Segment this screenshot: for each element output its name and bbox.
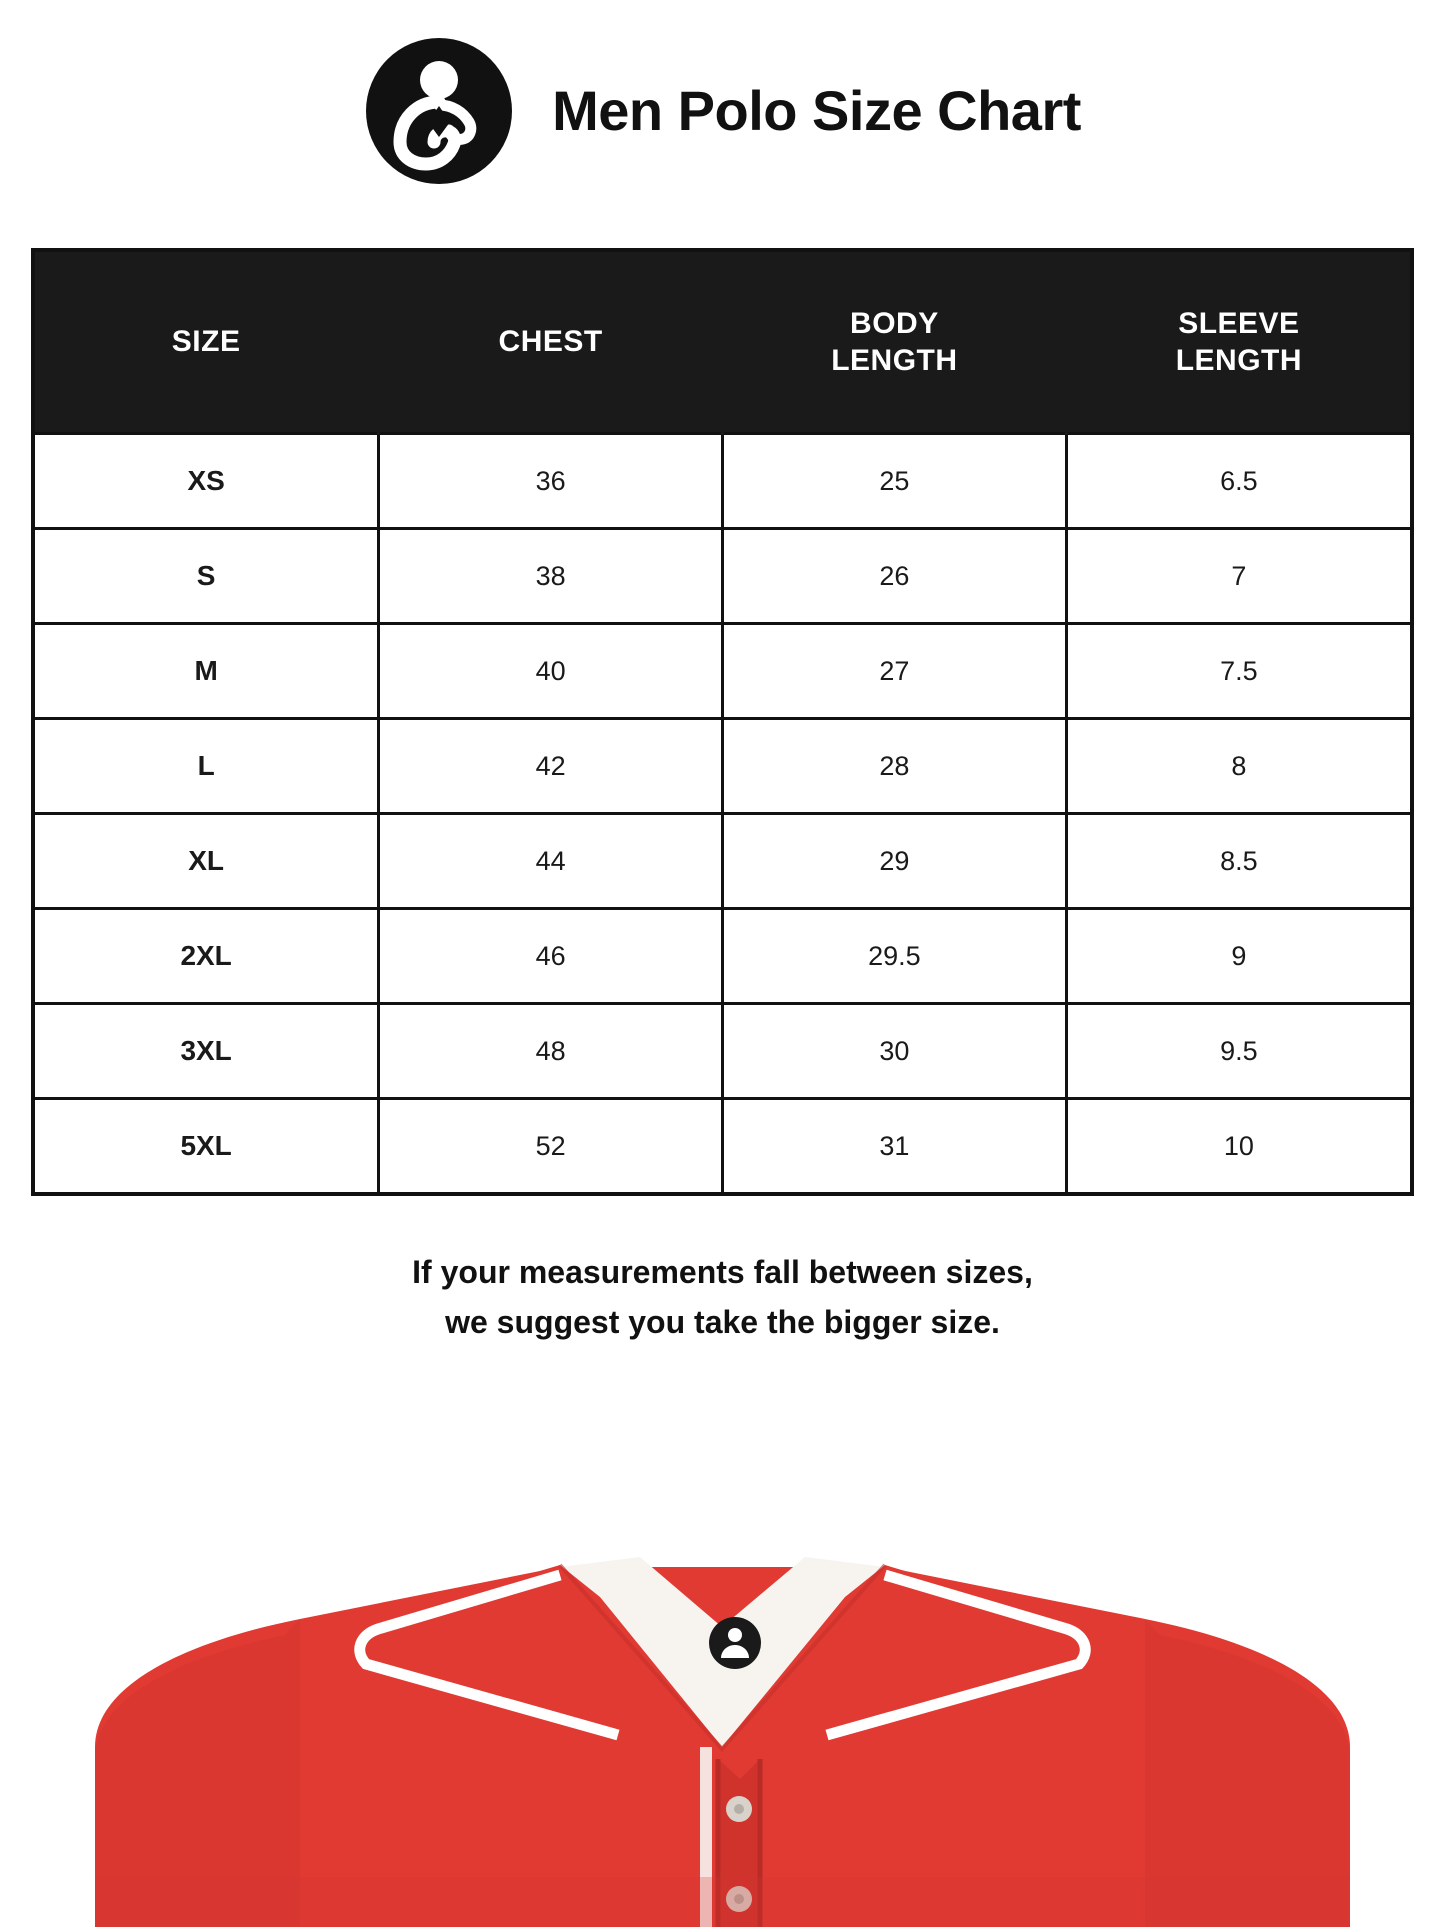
cell-size: 3XL <box>35 1004 379 1099</box>
brand-person-circle-logo-icon <box>364 36 514 186</box>
cell-body-length: 27 <box>723 624 1067 719</box>
cell-sleeve-length: 7 <box>1066 529 1410 624</box>
cell-chest: 44 <box>379 814 723 909</box>
column-header-chest <box>379 252 723 434</box>
cell-body-length: 31 <box>723 1099 1067 1193</box>
column-header-body-length-line2: LENGTH <box>831 344 958 377</box>
cell-size: L <box>35 719 379 814</box>
cell-body-length: 26 <box>723 529 1067 624</box>
table-row <box>35 1004 1410 1099</box>
cell-sleeve-length: 6.5 <box>1066 434 1410 529</box>
table-row <box>35 1099 1410 1193</box>
cell-chest: 46 <box>379 909 723 1004</box>
cell-body-length: 29 <box>723 814 1067 909</box>
table-row <box>35 529 1410 624</box>
column-header-body-length-line1: BODY <box>850 306 939 340</box>
cell-sleeve-length: 7.5 <box>1066 624 1410 719</box>
table-row <box>35 624 1410 719</box>
cell-sleeve-length: 8.5 <box>1066 814 1410 909</box>
cell-size: 2XL <box>35 909 379 1004</box>
cell-sleeve-length: 9.5 <box>1066 1004 1410 1099</box>
column-header-size <box>35 252 379 434</box>
cell-size: S <box>35 529 379 624</box>
column-header-body-length <box>723 252 1067 434</box>
cell-sleeve-length: 8 <box>1066 719 1410 814</box>
table-header-row <box>35 252 1410 434</box>
table-row <box>35 909 1410 1004</box>
cell-body-length: 28 <box>723 719 1067 814</box>
column-header-sleeve-length-line1: SLEEVE <box>1178 306 1300 340</box>
table-row <box>35 434 1410 529</box>
cell-size: M <box>35 624 379 719</box>
cell-size: XS <box>35 434 379 529</box>
cell-chest: 42 <box>379 719 723 814</box>
size-table-wrapper <box>31 248 1414 1196</box>
sizing-note <box>0 1248 1445 1347</box>
cell-chest: 48 <box>379 1004 723 1099</box>
table-row <box>35 719 1410 814</box>
cell-chest: 36 <box>379 434 723 529</box>
table-head <box>35 252 1410 434</box>
column-header-chest-line1: CHEST <box>498 325 603 359</box>
size-table <box>35 252 1410 1192</box>
cell-chest: 52 <box>379 1099 723 1193</box>
sizing-note-line-1: If your measurements fall between sizes, <box>412 1254 1033 1290</box>
cell-chest: 40 <box>379 624 723 719</box>
page-title: Men Polo Size Chart <box>552 79 1081 143</box>
column-header-sleeve-length-line2: LENGTH <box>1175 344 1303 377</box>
column-header-size-line1: SIZE <box>171 325 241 359</box>
cell-size: 5XL <box>35 1099 379 1193</box>
cell-body-length: 25 <box>723 434 1067 529</box>
red-polo-shirt-photo <box>0 1447 1445 1927</box>
cell-sleeve-length: 9 <box>1066 909 1410 1004</box>
cell-size: XL <box>35 814 379 909</box>
cell-chest: 38 <box>379 529 723 624</box>
sizing-note-line-2: we suggest you take the bigger size. <box>445 1303 1000 1340</box>
table-body <box>35 434 1410 1193</box>
page-header <box>0 0 1445 186</box>
table-row <box>35 814 1410 909</box>
column-header-sleeve-length <box>1066 252 1410 434</box>
cell-sleeve-length: 10 <box>1066 1099 1410 1193</box>
cell-body-length: 30 <box>723 1004 1067 1099</box>
cell-body-length: 29.5 <box>723 909 1067 1004</box>
